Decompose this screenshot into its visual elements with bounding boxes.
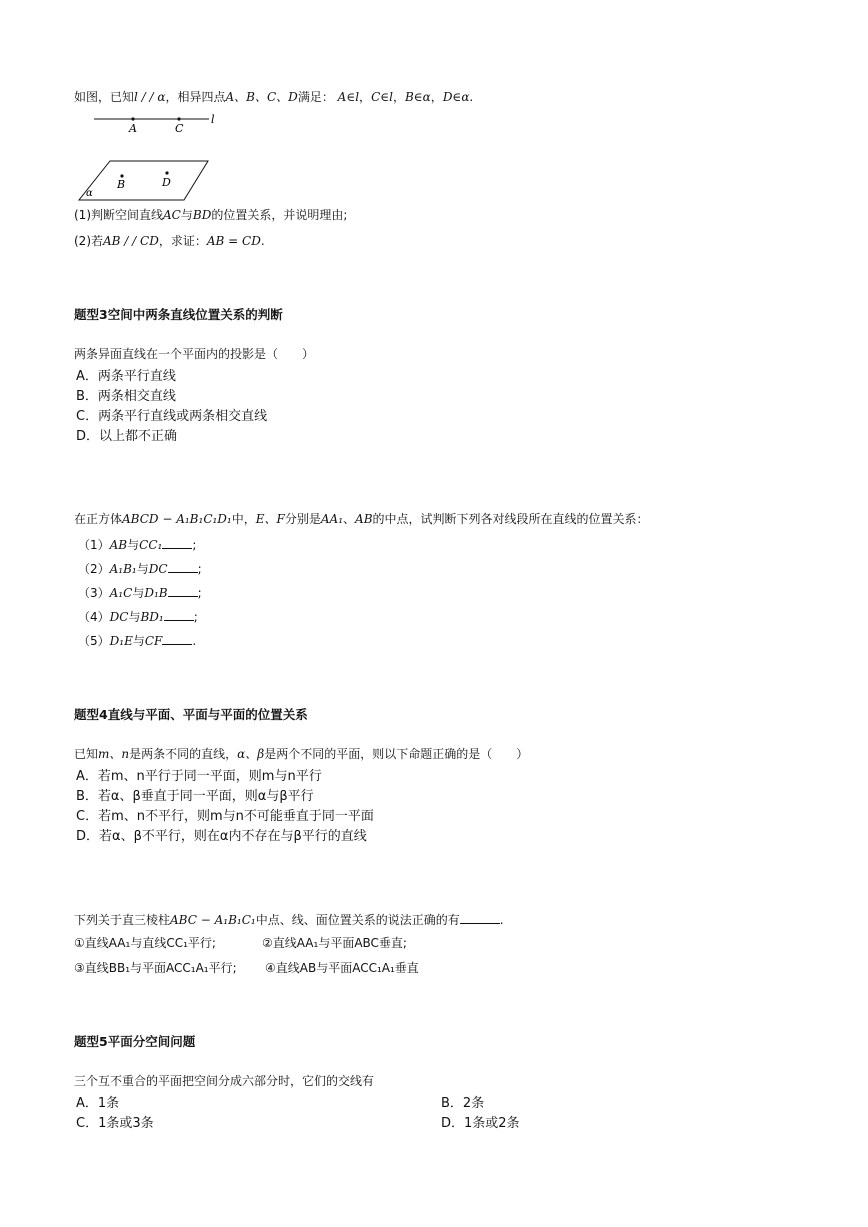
part-2 [74,233,265,249]
statement-1: ①直线AA₁与直线CC₁平行; [74,936,216,950]
item-text: 与 [136,562,149,576]
label-A: A [129,122,137,135]
intro-text: 如图，已知 [74,90,135,104]
statement-3: ③直线BB₁与平面ACC₁A₁平行; [74,961,237,975]
item-text: 与 [132,586,145,600]
option-c: C．两条平行直线或两条相交直线 [76,409,268,424]
stem-text: 的中点，试判断下列各对线段所在直线的位置关系： [372,512,649,526]
math-expr: D₁E [109,634,133,648]
option-d: D．以上都不正确 [76,429,178,444]
part-text: ，求证： [158,234,207,248]
sub-item [78,584,202,601]
stem-text: 中点、线、面位置关系的说法正确的有 [255,913,460,927]
point-A [131,117,134,120]
part-text: 与 [180,208,193,222]
intro-text: ，相异四点 [165,90,226,104]
math-expr: A∈l [337,90,360,104]
option-b: B．两条相交直线 [76,389,176,404]
math-expr: DC [148,562,168,576]
question-stem: 三个互不重合的平面把空间分成六部分时，它们的交线有 [74,1074,375,1088]
intro-text: ， [359,90,372,104]
math-expr: l / / α [134,90,166,104]
part-text: (2)若 [74,234,103,248]
part-1 [74,207,347,223]
item-number: （3） [78,586,110,600]
option-d: D．1条或2条 [441,1116,520,1131]
stem-text: . [499,913,504,927]
label-alpha: α [86,188,93,199]
intro-text: 满足： [297,90,334,104]
stem-text: 在正方体 [74,512,123,526]
math-expr: α、β [237,747,265,761]
answer-blank[interactable] [164,608,194,621]
math-expr: AA₁ [320,512,344,526]
item-text: 与 [127,538,140,552]
part-text: . [260,234,265,248]
item-number: （4） [78,610,110,624]
statement-4: ④直线AB与平面ACC₁A₁垂直 [265,961,419,975]
sub-item [78,632,196,649]
item-text: ; [197,562,202,576]
option-c: C．1条或3条 [76,1116,154,1131]
option-d: D．若α、β不平行，则在α内不存在与β平行的直线 [76,829,367,844]
stem-text: 已知 [74,747,99,761]
item-text: 与 [128,610,141,624]
item-number: （5） [78,634,110,648]
answer-blank[interactable] [460,911,500,924]
stem-text: 分别是 [284,512,321,526]
problem-intro [74,89,473,105]
plane-alpha [79,161,208,200]
stem-text: 是两条不同的直线， [129,747,238,761]
math-expr: B∈α [404,90,431,104]
section-title: 题型3空间中两条直线位置关系的判断 [74,307,283,322]
math-expr: CF [144,634,163,648]
math-expr: CC₁ [139,538,163,552]
math-expr: ABC − A₁B₁C₁ [170,913,256,927]
intro-text: . [469,90,474,104]
section-title: 题型5平面分空间问题 [74,1034,196,1049]
statement-2: ②直线AA₁与平面ABC垂直; [262,936,407,950]
section-title: 题型4直线与平面、平面与平面的位置关系 [74,707,308,722]
point-D [165,171,168,174]
option-a: A．两条平行直线 [76,369,176,384]
item-number: （2） [78,562,110,576]
option-a: A．若m、n平行于同一平面，则m与n平行 [76,769,322,784]
item-text: ; [193,610,198,624]
math-expr: D₁B [144,586,168,600]
answer-blank[interactable] [162,632,192,645]
option-b: B．若α、β垂直于同一平面，则α与β平行 [76,789,314,804]
math-expr: A₁C [109,586,133,600]
answer-blank[interactable] [168,560,198,573]
math-expr: BD₁ [140,610,164,624]
question-stem [74,746,528,762]
answer-blank[interactable] [162,536,192,549]
math-expr: C∈l [371,90,393,104]
stem-text: 、 [343,512,356,526]
math-expr: DC [109,610,129,624]
math-expr: ABCD − A₁B₁C₁D₁ [122,512,232,526]
sub-item [78,560,202,577]
item-text: 与 [132,634,145,648]
intro-text: ， [392,90,405,104]
question-stem [74,911,504,928]
math-expr: AB [355,512,373,526]
item-text: ; [197,586,202,600]
label-l: l [211,113,215,126]
item-text: . [192,634,197,648]
stem-text: 下列关于直三棱柱 [74,913,171,927]
question-stem: 两条异面直线在一个平面内的投影是（ ） [74,347,315,361]
math-expr: AB [109,538,128,552]
stem-text: 中， [231,512,256,526]
intro-text: ， [430,90,443,104]
math-expr: AB / / CD [103,234,159,248]
sub-item [78,536,196,553]
math-expr: AC [163,208,181,222]
math-expr: E、F [255,512,285,526]
math-expr: A、B、C、D [225,90,298,104]
label-B: B [117,178,126,191]
item-number: （1） [78,538,110,552]
geometry-figure [74,110,224,205]
math-expr: BD [192,208,212,222]
stem-text: 是两个不同的平面，则以下命题正确的是（ ） [264,747,529,761]
math-expr: A₁B₁ [109,562,137,576]
answer-blank[interactable] [168,584,198,597]
part-text: (1)判断空间直线 [74,208,163,222]
option-a: A．1条 [76,1096,120,1111]
question-stem [74,511,649,527]
math-expr: AB = CD [206,234,261,248]
part-text: 的位置关系，并说明理由; [211,208,348,222]
option-c: C．若m、n不平行，则m与n不可能垂直于同一平面 [76,809,374,824]
item-text: ; [192,538,197,552]
point-C [177,117,180,120]
option-b: B．2条 [441,1096,485,1111]
sub-item [78,608,198,625]
label-D: D [162,176,171,189]
math-expr: D∈α [442,90,470,104]
math-expr: m、n [98,747,130,761]
label-C: C [175,122,184,135]
